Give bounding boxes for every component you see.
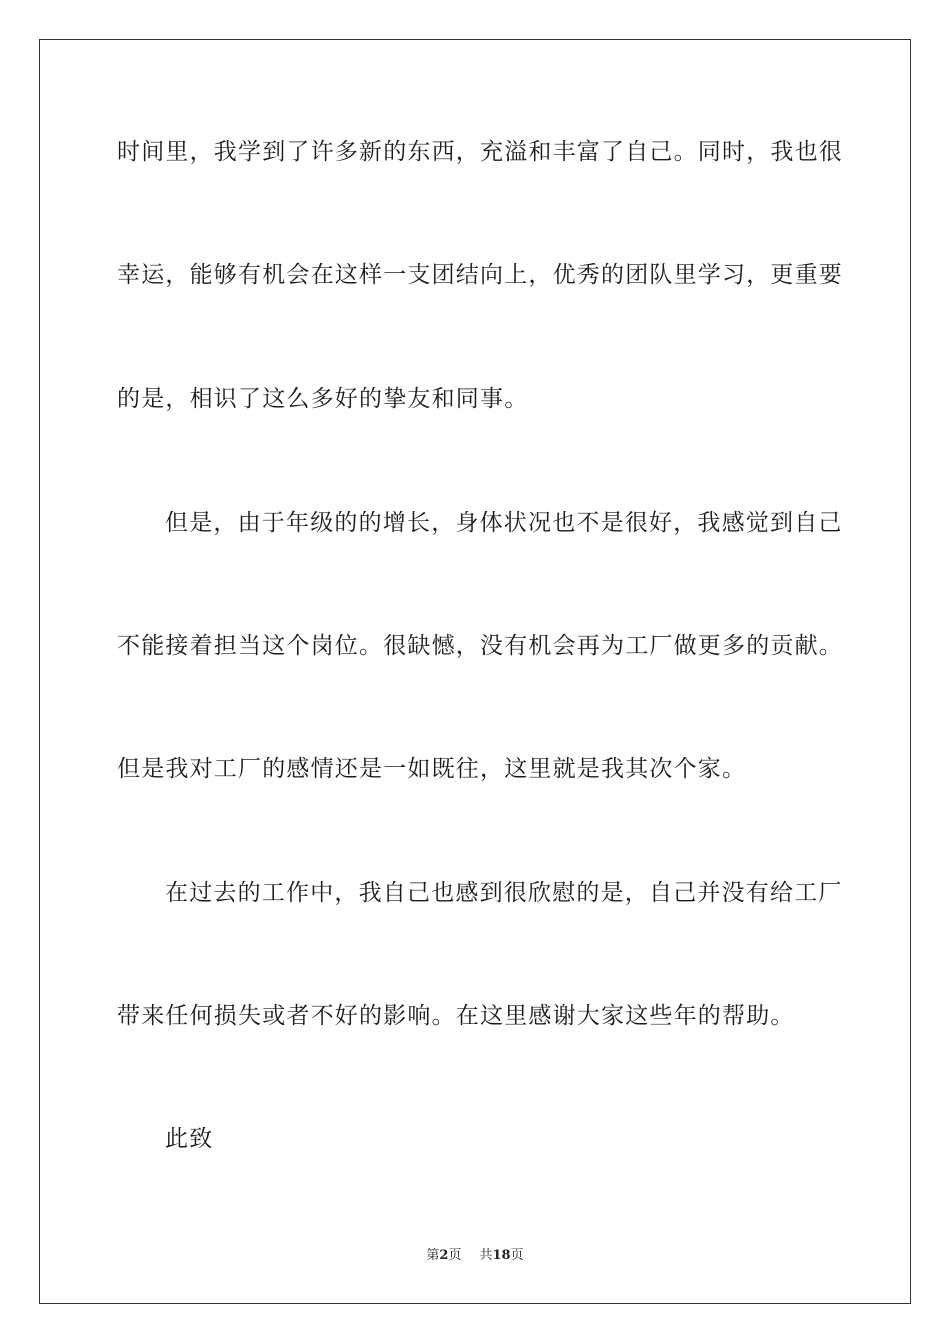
total-pages: 18 [492, 1248, 511, 1263]
paragraph-first-line: 但是，由于年级的的增长，身体状况也不是很好，我感觉到自己 [165, 510, 843, 536]
body-text-line: 但是我对工厂的感情还是一如既往，这里就是我其次个家。 [117, 756, 747, 782]
page-suffix: 页 [448, 1248, 462, 1263]
body-text-line: 的是，相识了这么多好的挚友和同事。 [117, 386, 529, 412]
total-suffix: 页 [510, 1248, 524, 1263]
body-text-line: 带来任何损失或者不好的影响。在这里感谢大家这些年的帮助。 [117, 1003, 795, 1029]
body-text-line: 时间里，我学到了许多新的东西，充溢和丰富了自己。同时，我也很 [117, 139, 843, 165]
page-prefix: 第 [426, 1248, 440, 1263]
page-footer [0, 1247, 950, 1265]
page-number: 2 [439, 1248, 449, 1263]
total-prefix: 共 [479, 1248, 493, 1263]
body-text-line: 不能接着担当这个岗位。很缺憾，没有机会再为工厂做更多的贡献。 [117, 633, 843, 659]
paragraph-first-line: 在过去的工作中，我自己也感到很欣慰的是，自己并没有给工厂 [165, 880, 843, 906]
body-text-line: 幸运，能够有机会在这样一支团结向上，优秀的团队里学习，更重要 [117, 262, 843, 288]
page-border [39, 39, 911, 1304]
closing-salutation: 此致 [165, 1126, 214, 1152]
